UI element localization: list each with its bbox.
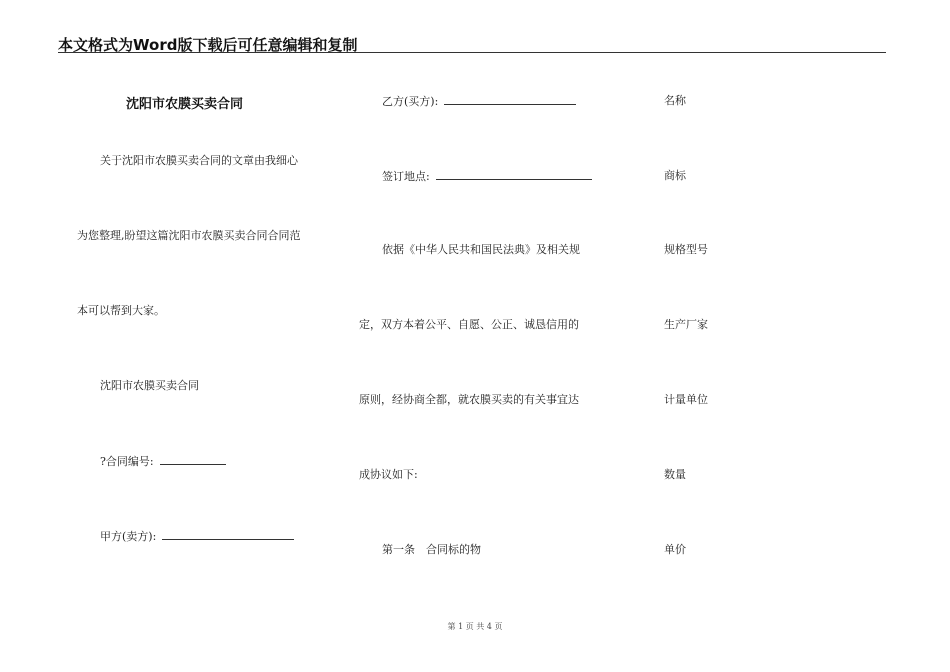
item-model: 规格型号 <box>664 243 708 256</box>
sign-place-row <box>382 169 592 184</box>
party-a-row <box>100 529 294 544</box>
contract-number-label: ?合同编号: <box>100 455 154 468</box>
contract-subtitle: 沈阳市农膜买卖合同 <box>100 379 199 392</box>
party-b-label: 乙方(买方): <box>382 95 439 108</box>
document-header-title: 本文格式为Word版下载后可任意编辑和复制 <box>58 36 358 54</box>
item-unit-price: 单价 <box>664 543 686 556</box>
basis-line-2: 定，双方本着公平、自愿、公正、诚恳信用的 <box>359 318 579 331</box>
header-divider <box>58 52 886 53</box>
page-number: 第 1 页 共 4 页 <box>447 622 503 631</box>
party-b-row <box>382 94 576 109</box>
intro-line-2: 为您整理,盼望这篇沈阳市农膜买卖合同合同范 <box>77 229 301 242</box>
party-a-blank <box>162 529 294 540</box>
basis-line-3: 原则，经协商全都，就农膜买卖的有关事宜达 <box>359 393 579 406</box>
contract-number-blank <box>160 454 226 465</box>
basis-line-1: 依据《中华人民共和国民法典》及相关规 <box>382 243 580 256</box>
party-b-blank <box>444 94 576 105</box>
article-1-heading: 第一条 合同标的物 <box>382 543 481 556</box>
intro-line-3: 本可以帮到大家。 <box>77 304 165 317</box>
contract-number-row <box>100 454 226 469</box>
document-title: 沈阳市农膜买卖合同 <box>126 97 244 112</box>
party-a-label: 甲方(卖方): <box>100 530 157 543</box>
sign-place-blank <box>436 169 592 180</box>
item-quantity: 数量 <box>664 468 686 481</box>
sign-place-label: 签订地点: <box>382 170 430 183</box>
item-name: 名称 <box>664 94 686 107</box>
item-trademark: 商标 <box>664 169 686 182</box>
basis-line-4: 成协议如下: <box>359 468 418 481</box>
item-unit: 计量单位 <box>664 393 708 406</box>
item-manufacturer: 生产厂家 <box>664 318 708 331</box>
intro-line-1: 关于沈阳市农膜买卖合同的文章由我细心 <box>100 154 298 167</box>
